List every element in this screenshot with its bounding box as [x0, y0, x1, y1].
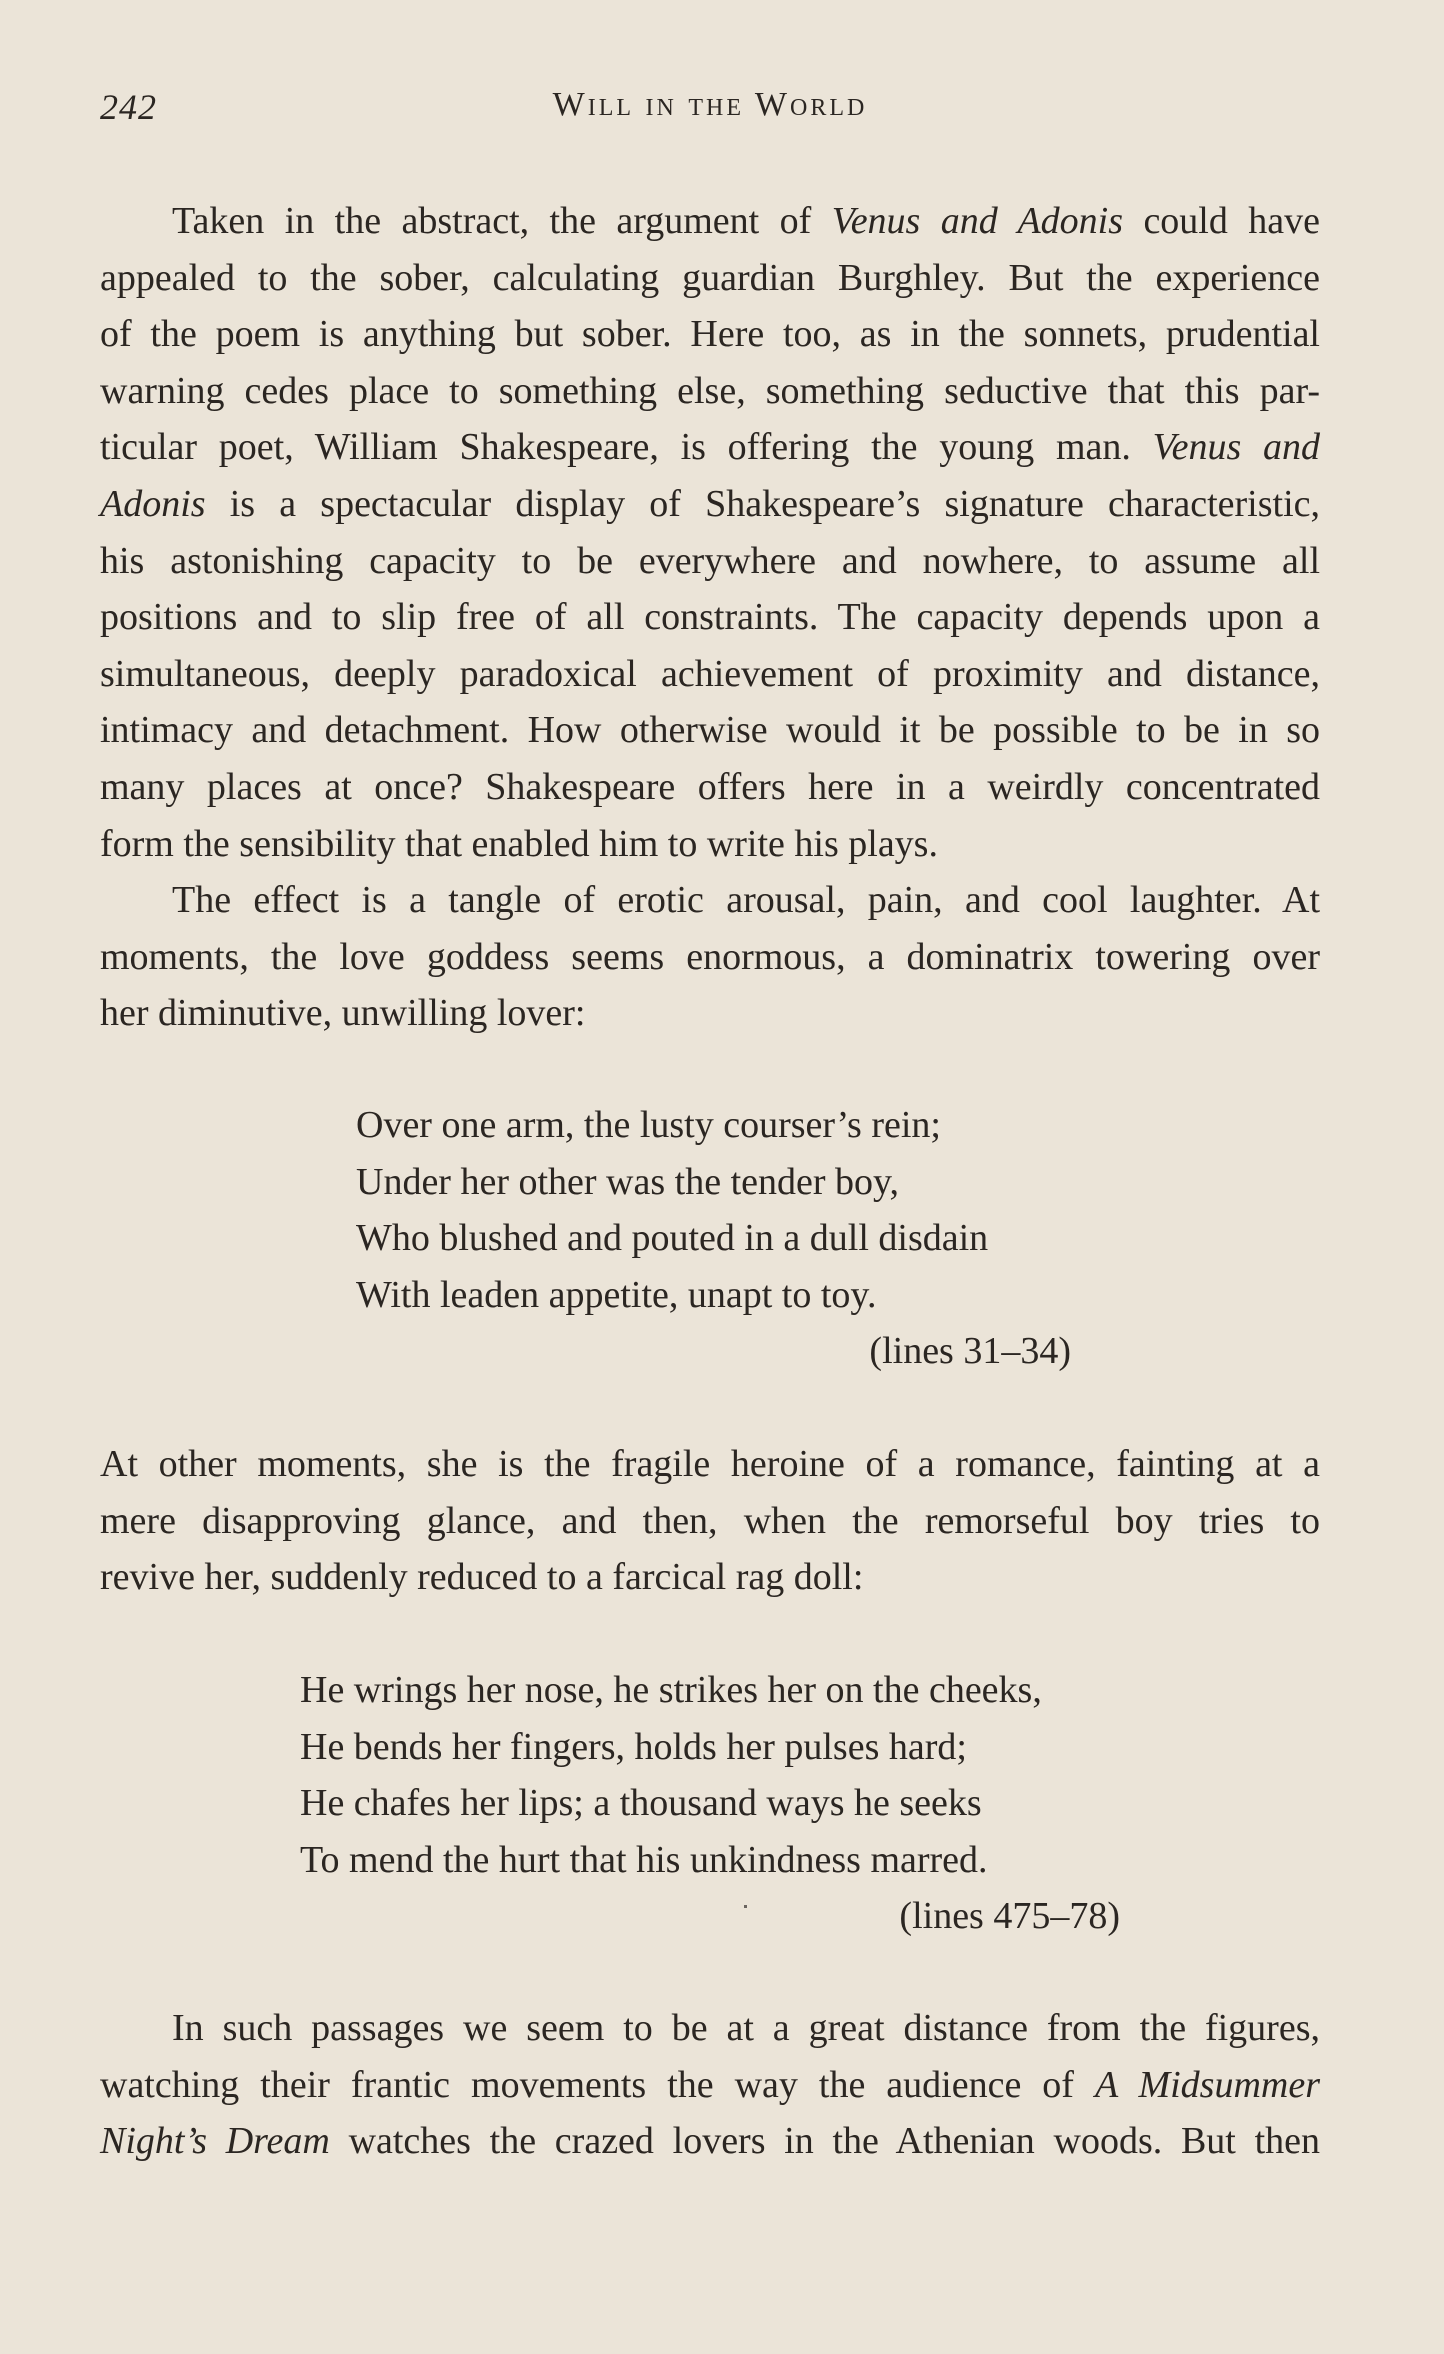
- verse-line: Who blushed and pouted in a dull disdain: [356, 1217, 989, 1260]
- text-line: warning cedes place to something else, something seductive that this par-: [100, 369, 1320, 412]
- text-line: positions and to slip free of all constraints. The capacity depends upon a: [100, 596, 1320, 639]
- verse-line: Over one arm, the lusty courser’s rein;: [356, 1104, 941, 1146]
- verse-line: He bends her fingers, holds her pulses hard;: [300, 1725, 967, 1768]
- text-line: intimacy and detachment. How otherwise would it be possible to be in so: [100, 709, 1320, 752]
- page-number: 242: [100, 87, 157, 127]
- paragraph-4: [100, 2000, 1320, 2170]
- text-line: watching their frantic movements the way the audience of A Midsummer: [100, 2063, 1320, 2106]
- text-line: of the poem is anything but sober. Here too, as in the sonnets, prudential: [100, 313, 1320, 356]
- stray-print-mark: [744, 1905, 747, 1908]
- text-line: his astonishing capacity to be everywhere and nowhere, to assume all: [100, 539, 1320, 582]
- paragraph-2: [100, 872, 1320, 1042]
- text-line: her diminutive, unwilling lover:: [100, 992, 586, 1035]
- line-citation: (lines 475–78): [899, 1895, 1120, 1938]
- text-line: mere disapproving glance, and then, when the remorseful boy tries to: [100, 1499, 1320, 1542]
- text-line: Night’s Dream watches the crazed lovers in the Athenian woods. But then: [100, 2120, 1321, 2163]
- text-line: form the sensibility that enabled him to write his plays.: [100, 822, 938, 865]
- text-line: simultaneous, deeply paradoxical achievement of proximity and distance,: [100, 652, 1320, 695]
- paragraph-1: [100, 193, 1320, 872]
- text-line: revive her, suddenly reduced to a farcical rag doll:: [100, 1556, 864, 1599]
- text-line: In such passages we seem to be at a great distance from the figures,: [172, 2007, 1320, 2049]
- text-line: appealed to the sober, calculating guardian Burghley. But the experience: [100, 256, 1320, 299]
- verse-quotation-2: [300, 1662, 1120, 1945]
- verse-line: Under her other was the tender boy,: [356, 1160, 900, 1203]
- text-line: many places at once? Shakespeare offers here in a weirdly concentrated: [100, 765, 1320, 808]
- line-citation: (lines 31–34): [869, 1330, 1071, 1373]
- text-line: moments, the love goddess seems enormous, a dominatrix towering over: [100, 935, 1320, 978]
- text-line: Adonis is a spectacular display of Shakespeare’s signature characteristic,: [100, 482, 1320, 525]
- verse-line: He chafes her lips; a thousand ways he seeks: [300, 1782, 982, 1825]
- text-line: At other moments, she is the fragile heroine of a romance, fainting at a: [100, 1443, 1320, 1485]
- text-line: Taken in the abstract, the argument of Venus and Adonis could have: [172, 200, 1321, 242]
- running-title: Will in the World: [552, 86, 868, 123]
- verse-line: He wrings her nose, he strikes her on the cheeks,: [300, 1669, 1042, 1711]
- text-line: The effect is a tangle of erotic arousal, pain, and cool laughter. At: [172, 879, 1320, 921]
- verse-line: With leaden appetite, unapt to toy.: [356, 1273, 877, 1316]
- text-line: ticular poet, William Shakespeare, is offering the young man. Venus and: [100, 426, 1320, 469]
- verse-line: To mend the hurt that his unkindness marred.: [300, 1838, 988, 1881]
- paragraph-3: [100, 1436, 1320, 1606]
- running-head: [100, 86, 1320, 136]
- verse-quotation-1: [356, 1097, 1071, 1380]
